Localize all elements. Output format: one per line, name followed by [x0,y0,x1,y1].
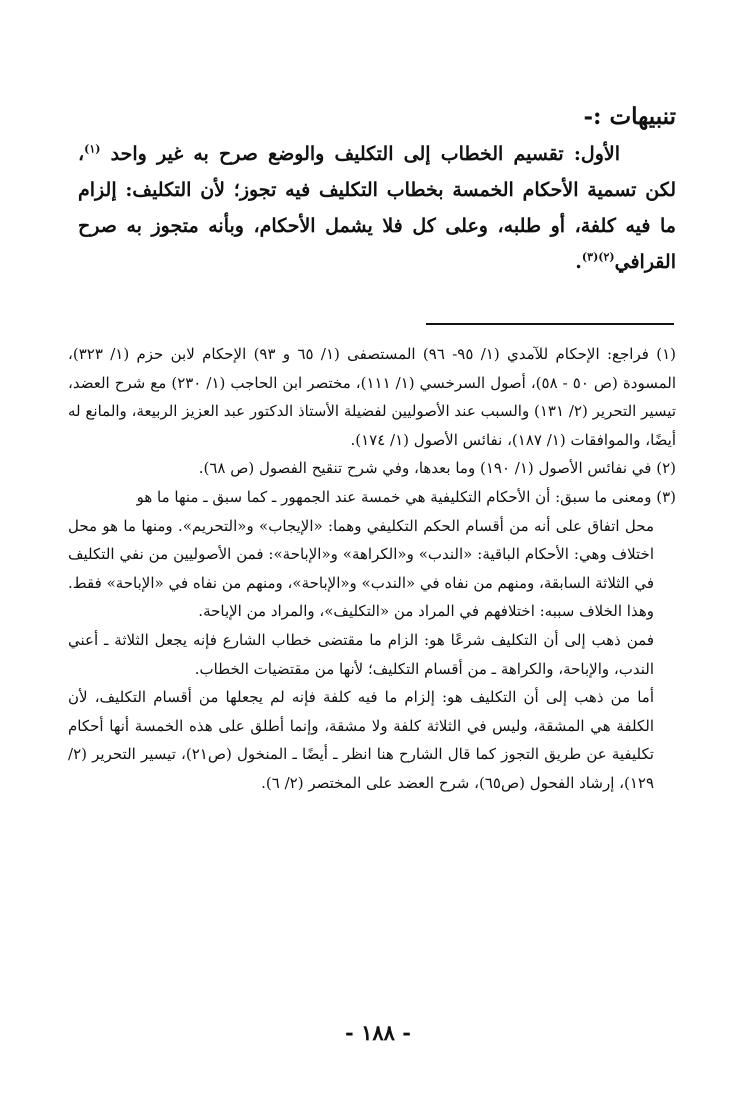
footnote-separator [426,323,674,325]
footnote-3-continuation-2: وهذا الخلاف سببه: اختلافهم في المراد من «التكليف»، والمراد من الإباحة. [198,602,654,621]
footnote-3-continuation-3: فمن ذهب إلى أن التكليف شرعًا هو: الزام ما مقتضى خطاب الشارع فإنه يجعل الثلاثة ـ أعني الندب، والإباحة، والكراهة ـ من أقسام التكليف؛ لأنها من مقتضيات الخطاب. [68,630,654,678]
footnote-3-continuation-1: محل اتفاق على أنه من أقسام الحكم التكليفي وهما: «الإيجاب» و«التحريم». ومنها ما هو محل اختلاف وهي: الأحكام الباقية: «الندب» و«الكراهة» و«الإباحة»: فمن الأصوليين من نفي التكليف في الثلاثة السابقة، ومنهم من نفاه في «الندب» و«الإباحة»، ومنهم من نفاه في «الإباحة» فقط. [68,516,654,592]
footnotes [68,340,676,798]
paragraph-text-2: ، لكن تسمية الأحكام الخمسة بخطاب التكليف فيه تجوز؛ لأن التكليف: إلزام ما فيه كلفة، أو طلبه، وعلى كل فلا يشمل الأحكام، وبأنه متجوز به صرح القرافي [78,143,676,273]
page-number: - ١٨٨ - [345,1020,411,1045]
footnote-1: (١) فراجع: الإحكام للآمدي (١/ ٩٥- ٩٦) المستصفى (١/ ٦٥ و ٩٣) الإحكام لابن حزم (١/ ٣٢٣)، المسودة (ص ٥٠ - ٥٨)، أصول السرخسي (١/ ١١١)، مختصر ابن الحاجب (١/ ٢٣٠) مع شرح العضد، تيسير التحرير (٢/ ١٣١) والسبب عند الأصوليين لفضيلة الأستاذ الدكتور عبد العزيز الربيعة، والمانع له أيضًا، والموافقات (١/ ١٨٧)، نفائس الأصول (١/ ١٧٤). [68,345,677,449]
footnote-3: (٣) ومعنى ما سبق: أن الأحكام التكليفية هي خمسة عند الجمهور ـ كما سبق ـ منها ما هو [136,487,676,506]
section-heading: تنبيهات :- [583,103,676,130]
body-paragraph [78,136,676,280]
main-text [78,100,676,280]
footnote-ref-1[interactable]: (١) [84,142,101,156]
footnote-3-continuation-4: أما من ذهب إلى أن التكليف هو: إلزام ما فيه كلفة فإنه لم يجعلها من أقسام التكليف، لأن الكلفة هي المشقة، وليس في الثلاثة كلفة ولا مشقة، وإنما أطلق على هذه الخمسة أنها أحكام تكليفية عن طريق التجوز كما قال الشارح هنا انظر ـ أيضًا ـ المنخول (ص٢١)، تيسير التحرير (٢/ ١٢٩)، إرشاد الفحول (ص٦٥)، شرح العضد على المختصر (٢/ ٦). [68,688,654,792]
footnote-2: (٢) في نفائس الأصول (١/ ١٩٠) وما بعدها، وفي شرح تنقيح الفصول (ص ٦٨). [198,459,676,478]
paragraph-text: تقسيم الخطاب إلى التكليف والوضع صرح به غير واحد [100,143,574,165]
paragraph-text-3: . [575,251,582,273]
footnote-ref-2-3[interactable]: (٢)(٣) [581,250,615,264]
paragraph-label: الأول: [573,143,620,165]
